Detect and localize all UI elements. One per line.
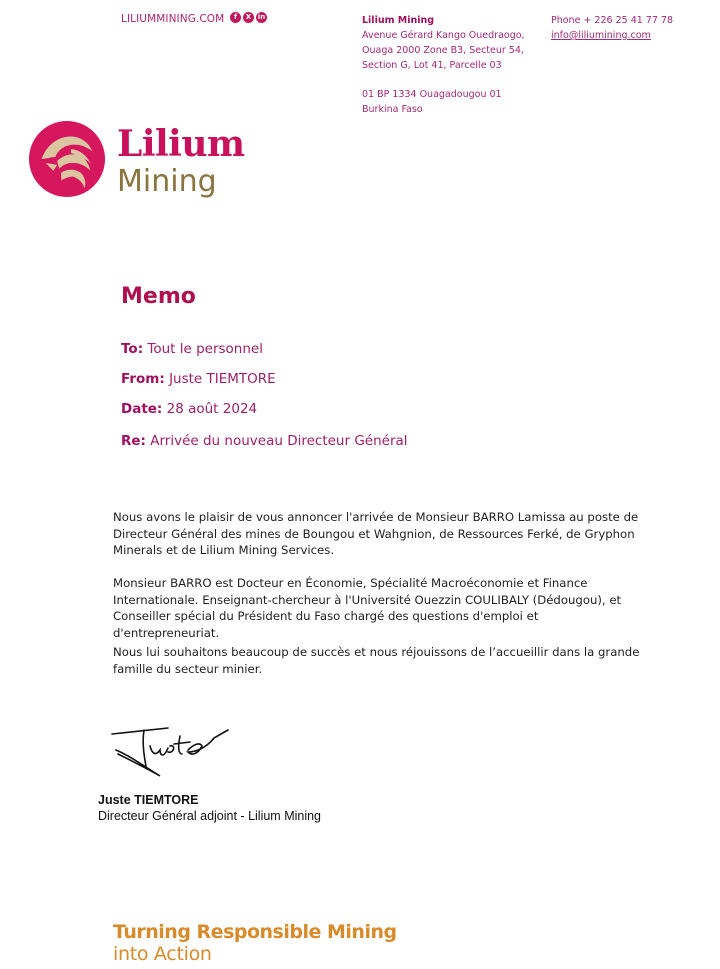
- company-name: Lilium Mining: [362, 15, 435, 26]
- email-link[interactable]: info@liliumining.com: [551, 30, 651, 41]
- memo-to: [121, 341, 263, 357]
- from-label: From:: [121, 371, 165, 387]
- memo-title: Memo: [121, 284, 196, 309]
- company-address: [362, 13, 525, 117]
- memo-from: [121, 371, 276, 387]
- website-link[interactable]: LILIUMMINING.COM: [121, 13, 225, 25]
- date-value: 28 août 2024: [166, 401, 258, 417]
- signatory-title: Directeur Général adjoint - Lilium Mining: [98, 809, 322, 823]
- memo-re: [121, 433, 408, 449]
- postal-line: Burkina Faso: [362, 104, 423, 115]
- date-label: Date:: [121, 401, 163, 417]
- to-label: To:: [121, 341, 144, 357]
- footer-tagline-line2: into Action: [113, 943, 212, 965]
- address-line: Avenue Gérard Kango Ouedraogo,: [362, 30, 525, 41]
- postal-line: 01 BP 1334 Ouagadougou 01: [362, 89, 502, 100]
- x-icon[interactable]: X: [243, 12, 254, 23]
- social-links: [230, 12, 267, 23]
- re-value: Arrivée du nouveau Directeur Général: [150, 433, 408, 449]
- to-value: Tout le personnel: [147, 341, 263, 357]
- address-line: Section G, Lot 41, Parcelle 03: [362, 60, 502, 71]
- address-line: Ouaga 2000 Zone B3, Secteur 54,: [362, 45, 524, 56]
- logo-wordmark: Lilium: [117, 123, 245, 165]
- re-label: Re:: [121, 433, 146, 449]
- signatory-name: Juste TIEMTORE: [98, 793, 199, 807]
- linkedin-icon[interactable]: in: [257, 13, 266, 21]
- lion-logo-icon: [28, 120, 106, 198]
- from-value: Juste TIEMTORE: [169, 371, 276, 387]
- contact-info: [551, 13, 673, 43]
- phone-number: Phone + 226 25 41 77 78: [551, 15, 673, 26]
- memo-date: [121, 401, 257, 417]
- facebook-icon[interactable]: f: [230, 12, 241, 23]
- footer-tagline: Turning Responsible Mining: [113, 921, 397, 943]
- body-paragraph: Monsieur BARRO est Docteur en Économie, Spécialité Macroéconomie et Finance Internationale. Enseignant-chercheur à l'Université Ouezzin COULIBALY (Dédougou), et Conseiller spécial du Président du Faso chargé des questions d'emploi et d'entrepreneuriat.: [113, 576, 622, 640]
- body-paragraph: Nous lui souhaitons beaucoup de succès et nous réjouissons de l’accueillir dans la grande famille du secteur minier.: [113, 645, 640, 676]
- logo-subtitle: Mining: [117, 164, 217, 199]
- body-paragraph: Nous avons le plaisir de vous annoncer l'arrivée de Monsieur BARRO Lamissa au poste de Directeur Général des mines de Boungou et Wahgnion, de Ressources Ferké, de Gryphon Minerals et de Lilium Mining Services.: [113, 510, 639, 557]
- signature-image: [110, 722, 230, 780]
